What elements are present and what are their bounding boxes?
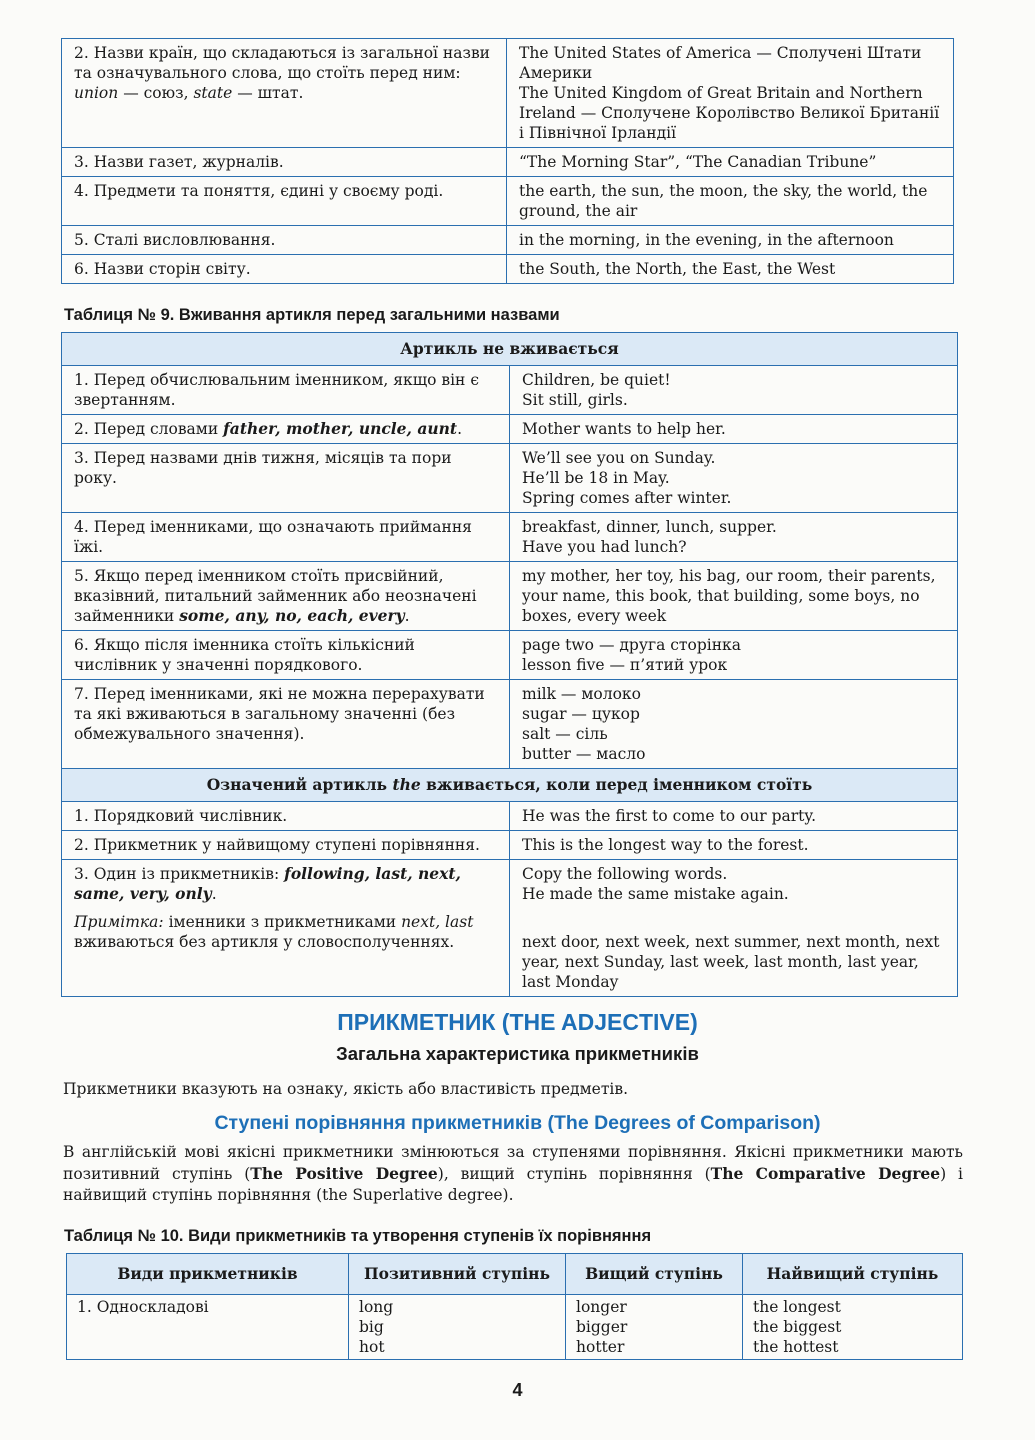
adjective-heading: ПРИКМЕТНИК (THE ADJECTIVE) <box>337 1009 698 1035</box>
rule-cell: 1. Перед обчислювальним іменником, якщо він є звертанням. <box>62 366 510 415</box>
header-row <box>67 1254 963 1295</box>
table-row <box>62 366 958 415</box>
rule-cell: 1. Порядковий числівник. <box>62 802 510 831</box>
example-cell: Mother wants to help her. <box>510 415 958 444</box>
rule-cell: 3. Один із прикметників: following, last, next, same, very, only. Примітка: іменники з прикметниками next, last вживаються без артикля у словосполученнях. <box>62 860 510 997</box>
adjective-subheading: Загальна характеристика прикметників <box>336 1043 699 1064</box>
table-row <box>62 39 954 148</box>
rule-cell: 6. Назви сторін світу. <box>62 255 507 284</box>
table-row <box>62 860 958 997</box>
section-no-article: Артикль не вживається <box>62 333 958 366</box>
degrees-heading: Ступені порівняння прикметників (The Degrees of Comparison) <box>214 1112 821 1134</box>
example-cell: breakfast, dinner, lunch, supper. Have you had lunch? <box>510 513 958 562</box>
section-header-row <box>62 333 958 366</box>
table-row <box>62 562 958 631</box>
example-cell: in the morning, in the evening, in the afternoon <box>507 226 954 255</box>
rule-cell: 5. Сталі висловлювання. <box>62 226 507 255</box>
note: Примітка: іменники з прикметниками next, last вживаються без артикля у словосполученнях. <box>74 913 474 951</box>
section-header-row <box>62 769 958 802</box>
example-cell: milk — молоко sugar — цукор salt — сіль butter — масло <box>510 680 958 769</box>
example-cell: page two — друга сторінка lesson five — п’ятий урок <box>510 631 958 680</box>
table-row <box>62 148 954 177</box>
comparative-cell: longer bigger hotter <box>566 1295 743 1360</box>
proper-names-article-table <box>61 38 954 284</box>
table-9-title: Таблиця № 9. Вживання артикля перед загальними назвами <box>64 306 560 324</box>
example-cell: “The Morning Star”, “The Canadian Tribune” <box>507 148 954 177</box>
rule-cell: 4. Перед іменниками, що означають приймання їжі. <box>62 513 510 562</box>
table-row <box>62 177 954 226</box>
rule-cell: 3. Перед назвами днів тижня, місяців та пори року. <box>62 444 510 513</box>
table-row <box>62 444 958 513</box>
table-row <box>62 513 958 562</box>
table-row <box>67 1295 963 1360</box>
example-cell: This is the longest way to the forest. <box>510 831 958 860</box>
example-cell: We’ll see you on Sunday. He’ll be 18 in May. Spring comes after winter. <box>510 444 958 513</box>
rule-cell: 5. Якщо перед іменником стоїть присвійний, вказівний, питальний займенник або неозначені займенники some, any, no, each, every. <box>62 562 510 631</box>
rule-cell: 4. Предмети та поняття, єдині у своєму роді. <box>62 177 507 226</box>
table-row <box>62 631 958 680</box>
table-row <box>62 226 954 255</box>
rule-cell: 3. Назви газет, журналів. <box>62 148 507 177</box>
col-header-type: Види прикметників <box>67 1254 349 1295</box>
page-number: 4 <box>512 1380 523 1400</box>
rule-cell: 2. Прикметник у найвищому ступені порівняння. <box>62 831 510 860</box>
rule-cell: 2. Перед словами father, mother, uncle, aunt. <box>62 415 510 444</box>
rule-cell: 7. Перед іменниками, які не можна перерахувати та які вживаються в загальному значенні (без обмежувального значення). <box>62 680 510 769</box>
example-cell: Children, be quiet! Sit still, girls. <box>510 366 958 415</box>
col-header-positive: Позитивний ступінь <box>349 1254 566 1295</box>
table-row <box>62 802 958 831</box>
table-row <box>62 415 958 444</box>
example-cell: my mother, her toy, his bag, our room, their parents, your name, this book, that building, some boys, no boxes, every week <box>510 562 958 631</box>
example-cell: Copy the following words. He made the same mistake again. next door, next week, next summer, next month, next year, next Sunday, last week, last month, last year, last Monday <box>510 860 958 997</box>
adjective-intro: Прикметники вказують на ознаку, якість або властивість предметів. <box>63 1080 629 1098</box>
rule-cell: 6. Якщо після іменника стоїть кількісний числівник у значенні порядкового. <box>62 631 510 680</box>
example-cell: The United States of America — Сполучені Штати Америки The United Kingdom of Great Britain and Northern Ireland — Сполучене Королівство Великої Британії і Північної Ірландії <box>507 39 954 148</box>
table-row <box>62 255 954 284</box>
example-cell: the South, the North, the East, the West <box>507 255 954 284</box>
table-10-title: Таблиця № 10. Види прикметників та утворення ступенів їх порівняння <box>64 1227 652 1245</box>
table-row <box>62 680 958 769</box>
section-definite-article: Означений артикль the вживається, коли перед іменником стоїть <box>62 769 958 802</box>
degrees-paragraph: В англійській мові якісні прикметники змінюються за ступенями порівняння. Якісні прикметники мають позитивний ступінь (The Positive Degree), вищий ступінь порівняння (The Comparative Degree) і найвищий ступінь порівняння (the Superlative degree). <box>63 1143 963 1204</box>
rule-cell: 2. Назви країн, що складаються із загальної назви та означувального слова, що стоїть перед ним: union — союз, state — штат. <box>62 39 507 148</box>
adjective-degrees-table <box>66 1253 963 1360</box>
col-header-superlative: Найвищий ступінь <box>743 1254 963 1295</box>
example-cell: He was the first to come to our party. <box>510 802 958 831</box>
type-cell: 1. Односкладові <box>67 1295 349 1360</box>
table-row <box>62 831 958 860</box>
col-header-comparative: Вищий ступінь <box>566 1254 743 1295</box>
common-nouns-article-table <box>61 332 958 997</box>
positive-cell: long big hot <box>349 1295 566 1360</box>
example-cell: the earth, the sun, the moon, the sky, the world, the ground, the air <box>507 177 954 226</box>
superlative-cell: the longest the biggest the hottest <box>743 1295 963 1360</box>
